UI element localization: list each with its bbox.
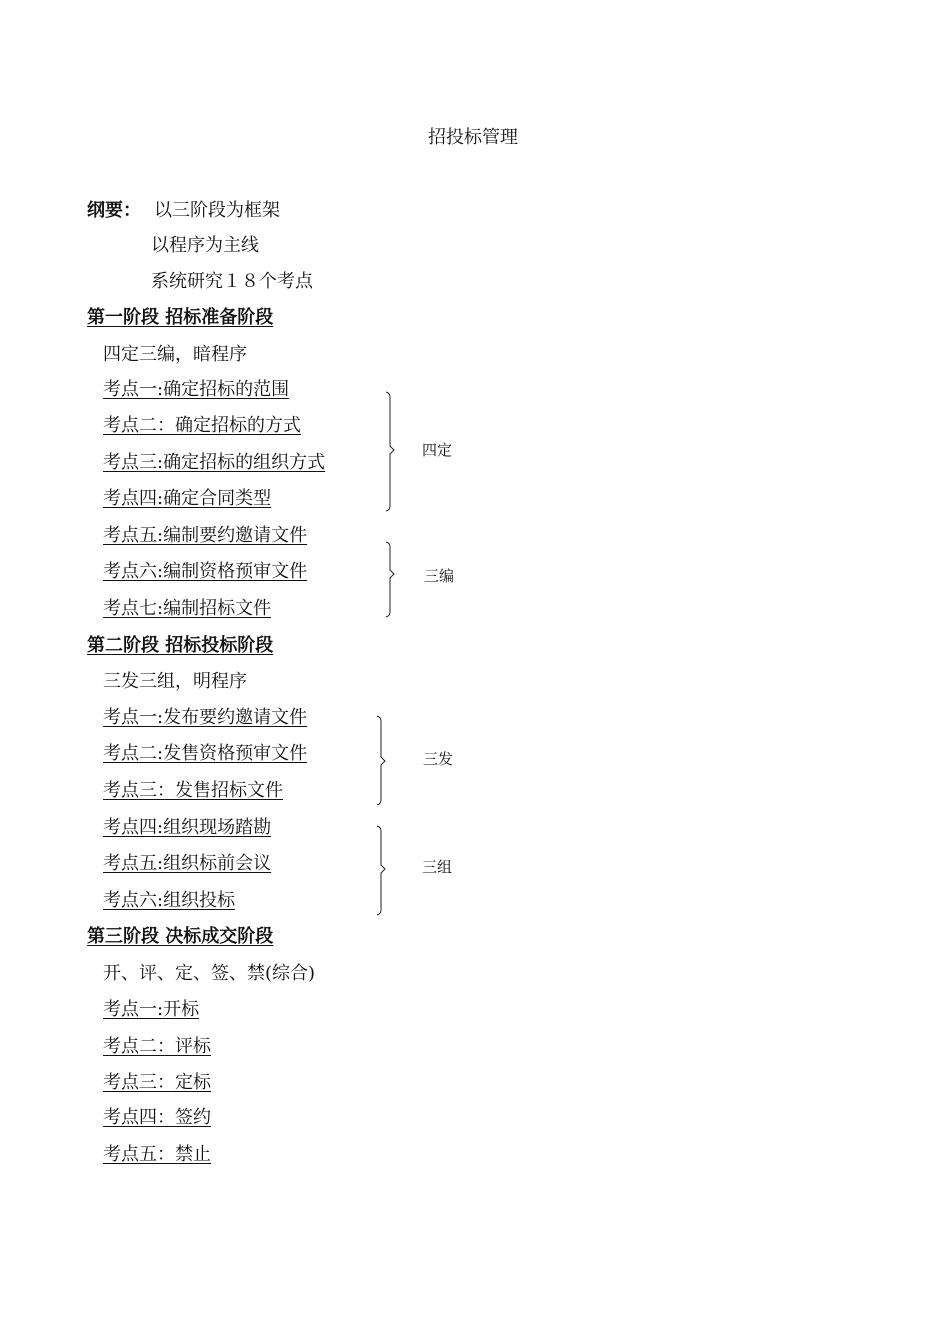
stage3-item: 考点三：定标: [103, 1072, 211, 1093]
outline-label: 纲要：: [87, 200, 141, 221]
brace-siding: [386, 392, 394, 511]
stage3-item: 考点二：评标: [103, 1036, 211, 1057]
stage2-item: 考点四:组织现场踏勘: [103, 817, 272, 838]
stage1-heading: 第一阶段 招标准备阶段: [87, 307, 274, 328]
page-title: 招投标管理: [428, 127, 518, 148]
stage1-item: 考点七:编制招标文件: [103, 598, 272, 619]
brace-label-sanfa: 三发: [423, 750, 454, 768]
stage3-item: 考点五：禁止: [103, 1144, 211, 1165]
stage2-item: 考点六:组织投标: [103, 890, 236, 911]
outline-line-1: 以三阶段为框架: [154, 200, 280, 221]
stage2-heading: 第二阶段 招标投标阶段: [87, 635, 274, 656]
stage1-item: 考点五:编制要约邀请文件: [103, 525, 308, 546]
stage1-summary: 四定三编，暗程序: [103, 344, 247, 365]
brace-sanfa: [377, 716, 385, 805]
stage2-item: 考点二:发售资格预审文件: [103, 743, 308, 764]
stage1-item: 考点四:确定合同类型: [103, 488, 272, 509]
stage2-item: 考点一:发布要约邀请文件: [103, 707, 308, 728]
stage3-item: 考点一:开标: [103, 999, 200, 1020]
stage1-item: 考点二：确定招标的方式: [103, 415, 301, 436]
stage1-item: 考点一:确定招标的范围: [103, 379, 290, 400]
stage3-item: 考点四：签约: [103, 1107, 211, 1128]
stage2-item: 考点五:组织标前会议: [103, 853, 272, 874]
stage1-item: 考点三:确定招标的组织方式: [103, 452, 326, 473]
outline-line-2: 以程序为主线: [151, 235, 259, 256]
stage2-item: 考点三：发售招标文件: [103, 780, 283, 801]
brace-sanzu: [377, 826, 385, 915]
brace-label-siding: 四定: [422, 441, 453, 459]
outline-line-3: 系统研究１８个考点: [151, 271, 313, 292]
stage2-summary: 三发三组，明程序: [103, 671, 247, 692]
brace-label-sanbian: 三编: [424, 567, 455, 585]
stage3-heading: 第三阶段 决标成交阶段: [87, 926, 274, 947]
stage1-item: 考点六:编制资格预审文件: [103, 561, 308, 582]
stage3-summary: 开、评、定、签、禁(综合): [103, 963, 316, 984]
brace-label-sanzu: 三组: [422, 858, 453, 876]
brace-sanbian: [386, 542, 394, 617]
